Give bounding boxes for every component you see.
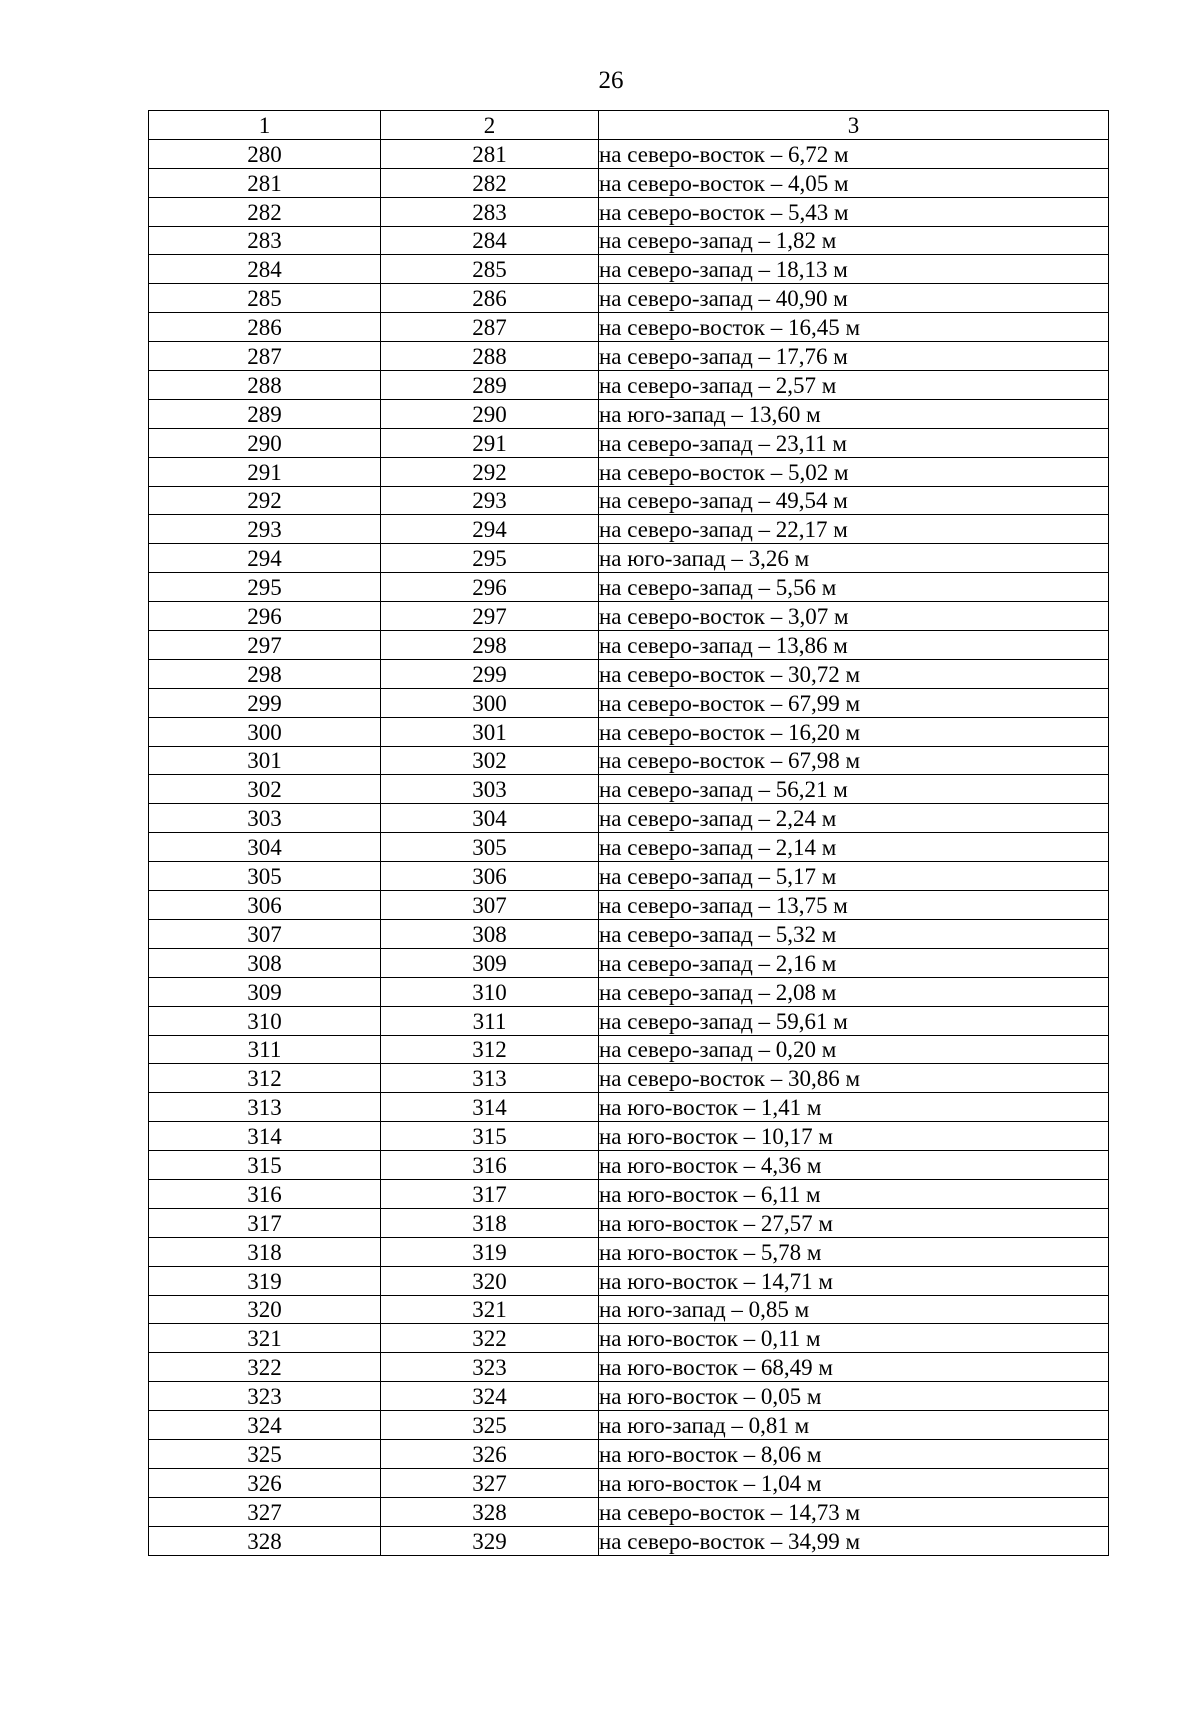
from-point-cell: 298 <box>149 659 381 688</box>
from-point-cell: 313 <box>149 1093 381 1122</box>
direction-distance-cell: на северо-восток – 67,99 м <box>599 688 1109 717</box>
to-point-cell: 288 <box>381 342 599 371</box>
from-point-cell: 289 <box>149 399 381 428</box>
from-point-cell: 299 <box>149 688 381 717</box>
direction-distance-cell: на северо-восток – 3,07 м <box>599 602 1109 631</box>
table-row <box>149 1208 1109 1237</box>
table-row <box>149 1266 1109 1295</box>
to-point-cell: 303 <box>381 775 599 804</box>
direction-distance-cell: на северо-запад – 13,86 м <box>599 631 1109 660</box>
from-point-cell: 320 <box>149 1295 381 1324</box>
table-row <box>149 833 1109 862</box>
direction-distance-cell: на северо-запад – 5,56 м <box>599 573 1109 602</box>
from-point-cell: 304 <box>149 833 381 862</box>
direction-distance-cell: на юго-восток – 68,49 м <box>599 1353 1109 1382</box>
table-row <box>149 197 1109 226</box>
table-row <box>149 1439 1109 1468</box>
direction-distance-cell: на юго-восток – 1,41 м <box>599 1093 1109 1122</box>
to-point-cell: 312 <box>381 1035 599 1064</box>
table-row <box>149 1006 1109 1035</box>
direction-distance-cell: на северо-запад – 59,61 м <box>599 1006 1109 1035</box>
to-point-cell: 300 <box>381 688 599 717</box>
table-row <box>149 688 1109 717</box>
direction-distance-cell: на северо-запад – 40,90 м <box>599 284 1109 313</box>
table-row <box>149 1064 1109 1093</box>
table-row <box>149 544 1109 573</box>
from-point-cell: 292 <box>149 486 381 515</box>
to-point-cell: 306 <box>381 862 599 891</box>
to-point-cell: 302 <box>381 746 599 775</box>
from-point-cell: 319 <box>149 1266 381 1295</box>
from-point-cell: 324 <box>149 1411 381 1440</box>
from-point-cell: 295 <box>149 573 381 602</box>
from-point-cell: 307 <box>149 919 381 948</box>
to-point-cell: 309 <box>381 948 599 977</box>
page-number: 26 <box>598 67 624 94</box>
direction-distance-cell: на юго-запад – 3,26 м <box>599 544 1109 573</box>
table-row <box>149 1122 1109 1151</box>
direction-distance-cell: на северо-восток – 14,73 м <box>599 1497 1109 1526</box>
to-point-cell: 305 <box>381 833 599 862</box>
direction-distance-cell: на северо-восток – 5,02 м <box>599 457 1109 486</box>
direction-distance-cell: на северо-запад – 22,17 м <box>599 515 1109 544</box>
from-point-cell: 285 <box>149 284 381 313</box>
to-point-cell: 313 <box>381 1064 599 1093</box>
from-point-cell: 316 <box>149 1179 381 1208</box>
to-point-cell: 293 <box>381 486 599 515</box>
to-point-cell: 296 <box>381 573 599 602</box>
table-row <box>149 948 1109 977</box>
to-point-cell: 322 <box>381 1324 599 1353</box>
from-point-cell: 315 <box>149 1151 381 1180</box>
to-point-cell: 287 <box>381 313 599 342</box>
from-point-cell: 306 <box>149 891 381 920</box>
table-row <box>149 1497 1109 1526</box>
direction-distance-cell: на северо-восток – 30,72 м <box>599 659 1109 688</box>
to-point-cell: 324 <box>381 1382 599 1411</box>
to-point-cell: 285 <box>381 255 599 284</box>
from-point-cell: 286 <box>149 313 381 342</box>
table-row <box>149 428 1109 457</box>
table-row <box>149 399 1109 428</box>
from-point-cell: 281 <box>149 168 381 197</box>
direction-distance-cell: на северо-восток – 16,45 м <box>599 313 1109 342</box>
table-header-row <box>149 111 1109 140</box>
table-row <box>149 313 1109 342</box>
boundary-table <box>148 110 1109 1556</box>
direction-distance-cell: на юго-восток – 8,06 м <box>599 1439 1109 1468</box>
table-row <box>149 371 1109 400</box>
from-point-cell: 284 <box>149 255 381 284</box>
to-point-cell: 289 <box>381 371 599 400</box>
from-point-cell: 328 <box>149 1526 381 1555</box>
to-point-cell: 314 <box>381 1093 599 1122</box>
to-point-cell: 290 <box>381 399 599 428</box>
table-row <box>149 1468 1109 1497</box>
from-point-cell: 323 <box>149 1382 381 1411</box>
to-point-cell: 311 <box>381 1006 599 1035</box>
table-body <box>149 139 1109 1555</box>
direction-distance-cell: на северо-восток – 5,43 м <box>599 197 1109 226</box>
to-point-cell: 308 <box>381 919 599 948</box>
direction-distance-cell: на северо-запад – 49,54 м <box>599 486 1109 515</box>
from-point-cell: 280 <box>149 139 381 168</box>
direction-distance-cell: на северо-запад – 2,57 м <box>599 371 1109 400</box>
table-row <box>149 804 1109 833</box>
table-row <box>149 1151 1109 1180</box>
table-row <box>149 226 1109 255</box>
header-cell-from-point: 1 <box>149 111 381 140</box>
table-row <box>149 284 1109 313</box>
to-point-cell: 325 <box>381 1411 599 1440</box>
table-row <box>149 1526 1109 1555</box>
direction-distance-cell: на юго-восток – 27,57 м <box>599 1208 1109 1237</box>
from-point-cell: 312 <box>149 1064 381 1093</box>
table-row <box>149 775 1109 804</box>
from-point-cell: 308 <box>149 948 381 977</box>
to-point-cell: 327 <box>381 1468 599 1497</box>
direction-distance-cell: на северо-восток – 6,72 м <box>599 139 1109 168</box>
table-row <box>149 862 1109 891</box>
to-point-cell: 298 <box>381 631 599 660</box>
direction-distance-cell: на юго-восток – 1,04 м <box>599 1468 1109 1497</box>
table-row <box>149 746 1109 775</box>
table-row <box>149 659 1109 688</box>
to-point-cell: 317 <box>381 1179 599 1208</box>
direction-distance-cell: на северо-запад – 17,76 м <box>599 342 1109 371</box>
from-point-cell: 302 <box>149 775 381 804</box>
direction-distance-cell: на северо-запад – 13,75 м <box>599 891 1109 920</box>
direction-distance-cell: на северо-запад – 2,08 м <box>599 977 1109 1006</box>
to-point-cell: 286 <box>381 284 599 313</box>
table-row <box>149 891 1109 920</box>
direction-distance-cell: на северо-запад – 2,16 м <box>599 948 1109 977</box>
from-point-cell: 318 <box>149 1237 381 1266</box>
from-point-cell: 288 <box>149 371 381 400</box>
to-point-cell: 299 <box>381 659 599 688</box>
direction-distance-cell: на юго-восток – 4,36 м <box>599 1151 1109 1180</box>
table-row <box>149 631 1109 660</box>
from-point-cell: 291 <box>149 457 381 486</box>
to-point-cell: 294 <box>381 515 599 544</box>
from-point-cell: 290 <box>149 428 381 457</box>
table-row <box>149 977 1109 1006</box>
to-point-cell: 307 <box>381 891 599 920</box>
header-cell-direction: 3 <box>599 111 1109 140</box>
table-row <box>149 1353 1109 1382</box>
direction-distance-cell: на юго-запад – 0,85 м <box>599 1295 1109 1324</box>
table-row <box>149 255 1109 284</box>
from-point-cell: 311 <box>149 1035 381 1064</box>
table-row <box>149 342 1109 371</box>
table-row <box>149 1093 1109 1122</box>
direction-distance-cell: на юго-восток – 14,71 м <box>599 1266 1109 1295</box>
table-row <box>149 919 1109 948</box>
to-point-cell: 295 <box>381 544 599 573</box>
direction-distance-cell: на юго-восток – 0,05 м <box>599 1382 1109 1411</box>
to-point-cell: 316 <box>381 1151 599 1180</box>
direction-distance-cell: на юго-запад – 0,81 м <box>599 1411 1109 1440</box>
direction-distance-cell: на северо-запад – 18,13 м <box>599 255 1109 284</box>
from-point-cell: 325 <box>149 1439 381 1468</box>
direction-distance-cell: на северо-запад – 56,21 м <box>599 775 1109 804</box>
from-point-cell: 305 <box>149 862 381 891</box>
table-row <box>149 139 1109 168</box>
to-point-cell: 319 <box>381 1237 599 1266</box>
table-row <box>149 1382 1109 1411</box>
to-point-cell: 315 <box>381 1122 599 1151</box>
to-point-cell: 282 <box>381 168 599 197</box>
from-point-cell: 309 <box>149 977 381 1006</box>
header-cell-to-point: 2 <box>381 111 599 140</box>
to-point-cell: 328 <box>381 1497 599 1526</box>
to-point-cell: 321 <box>381 1295 599 1324</box>
table-row <box>149 457 1109 486</box>
to-point-cell: 291 <box>381 428 599 457</box>
table-row <box>149 602 1109 631</box>
to-point-cell: 292 <box>381 457 599 486</box>
table-row <box>149 1295 1109 1324</box>
from-point-cell: 296 <box>149 602 381 631</box>
direction-distance-cell: на северо-запад – 2,14 м <box>599 833 1109 862</box>
table-row <box>149 717 1109 746</box>
direction-distance-cell: на северо-восток – 67,98 м <box>599 746 1109 775</box>
to-point-cell: 297 <box>381 602 599 631</box>
table-row <box>149 1035 1109 1064</box>
direction-distance-cell: на юго-восток – 5,78 м <box>599 1237 1109 1266</box>
from-point-cell: 300 <box>149 717 381 746</box>
direction-distance-cell: на юго-восток – 0,11 м <box>599 1324 1109 1353</box>
from-point-cell: 326 <box>149 1468 381 1497</box>
from-point-cell: 314 <box>149 1122 381 1151</box>
table-row <box>149 168 1109 197</box>
direction-distance-cell: на северо-запад – 23,11 м <box>599 428 1109 457</box>
direction-distance-cell: на северо-запад – 2,24 м <box>599 804 1109 833</box>
from-point-cell: 294 <box>149 544 381 573</box>
direction-distance-cell: на юго-восток – 6,11 м <box>599 1179 1109 1208</box>
from-point-cell: 310 <box>149 1006 381 1035</box>
from-point-cell: 293 <box>149 515 381 544</box>
from-point-cell: 283 <box>149 226 381 255</box>
from-point-cell: 327 <box>149 1497 381 1526</box>
to-point-cell: 323 <box>381 1353 599 1382</box>
to-point-cell: 329 <box>381 1526 599 1555</box>
table-row <box>149 1237 1109 1266</box>
table-row <box>149 573 1109 602</box>
direction-distance-cell: на северо-запад – 5,17 м <box>599 862 1109 891</box>
direction-distance-cell: на юго-восток – 10,17 м <box>599 1122 1109 1151</box>
table-row <box>149 1179 1109 1208</box>
table-row <box>149 1411 1109 1440</box>
direction-distance-cell: на северо-восток – 4,05 м <box>599 168 1109 197</box>
direction-distance-cell: на северо-восток – 16,20 м <box>599 717 1109 746</box>
table-row <box>149 1324 1109 1353</box>
to-point-cell: 304 <box>381 804 599 833</box>
to-point-cell: 301 <box>381 717 599 746</box>
to-point-cell: 284 <box>381 226 599 255</box>
direction-distance-cell: на юго-запад – 13,60 м <box>599 399 1109 428</box>
to-point-cell: 310 <box>381 977 599 1006</box>
table-row <box>149 515 1109 544</box>
from-point-cell: 301 <box>149 746 381 775</box>
from-point-cell: 282 <box>149 197 381 226</box>
from-point-cell: 317 <box>149 1208 381 1237</box>
from-point-cell: 287 <box>149 342 381 371</box>
from-point-cell: 303 <box>149 804 381 833</box>
to-point-cell: 318 <box>381 1208 599 1237</box>
to-point-cell: 326 <box>381 1439 599 1468</box>
direction-distance-cell: на северо-восток – 30,86 м <box>599 1064 1109 1093</box>
direction-distance-cell: на северо-запад – 5,32 м <box>599 919 1109 948</box>
direction-distance-cell: на северо-запад – 1,82 м <box>599 226 1109 255</box>
table-row <box>149 486 1109 515</box>
to-point-cell: 281 <box>381 139 599 168</box>
from-point-cell: 322 <box>149 1353 381 1382</box>
from-point-cell: 297 <box>149 631 381 660</box>
to-point-cell: 283 <box>381 197 599 226</box>
direction-distance-cell: на северо-восток – 34,99 м <box>599 1526 1109 1555</box>
to-point-cell: 320 <box>381 1266 599 1295</box>
direction-distance-cell: на северо-запад – 0,20 м <box>599 1035 1109 1064</box>
from-point-cell: 321 <box>149 1324 381 1353</box>
